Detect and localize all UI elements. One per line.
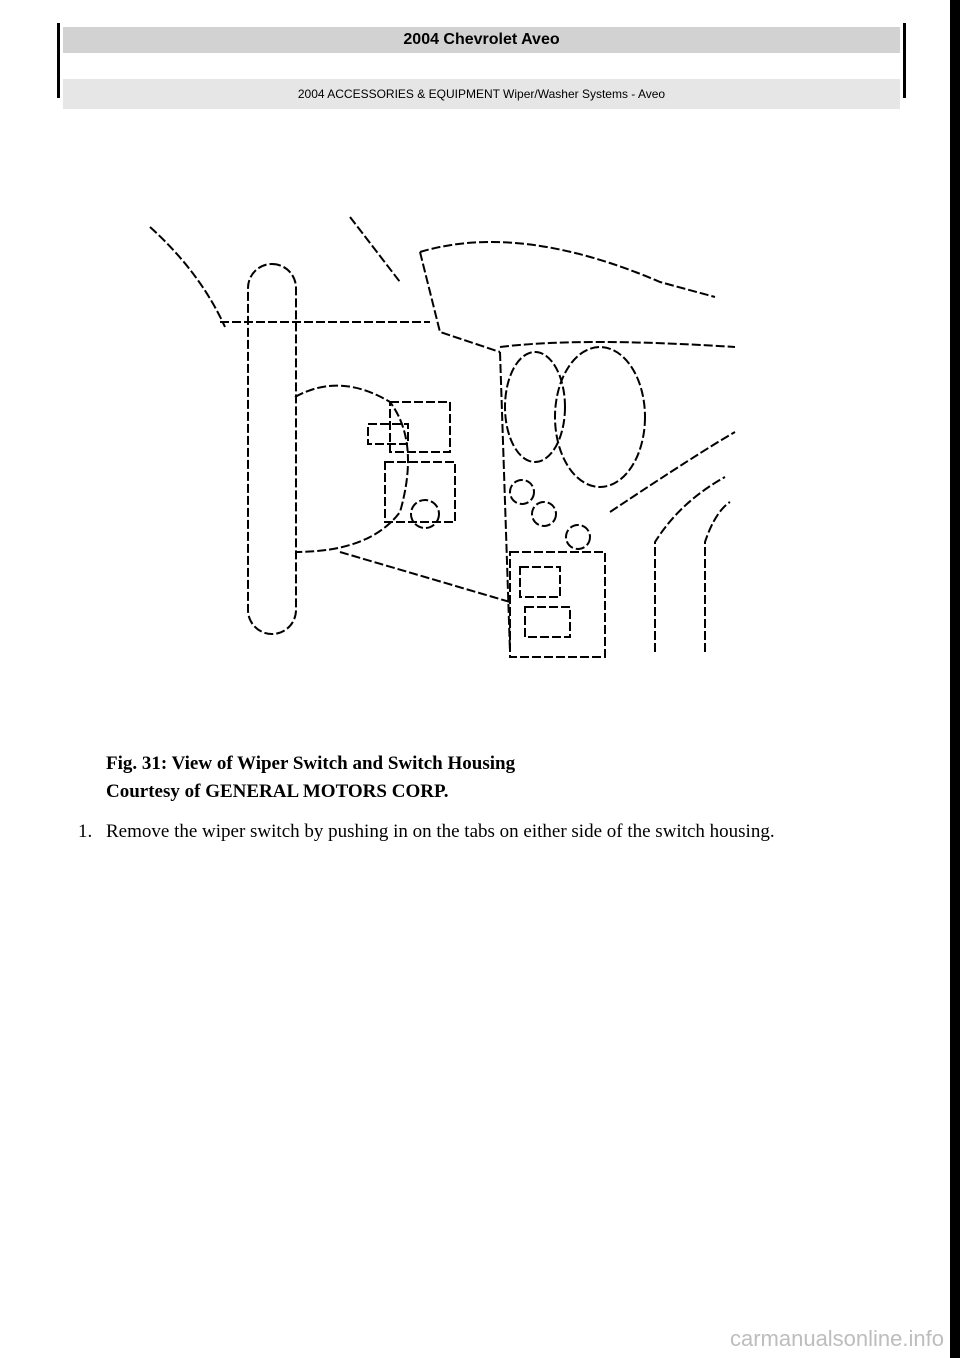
document-subtitle: 2004 ACCESSORIES & EQUIPMENT Wiper/Washer Systems - Aveo <box>297 87 666 101</box>
step-text: Remove the wiper switch by pushing in on the tabs on either side of the switch housing. <box>106 821 775 842</box>
header-left-rule <box>57 23 60 98</box>
figure-caption-credit: Courtesy of GENERAL MOTORS CORP. <box>106 781 449 802</box>
page-edge-bar <box>950 0 960 1358</box>
document-header <box>57 23 906 101</box>
header-right-rule <box>903 23 906 98</box>
windshield-pillar <box>150 227 225 327</box>
dash-top <box>420 242 715 297</box>
document-title: 2004 Chevrolet Aveo <box>63 27 900 53</box>
figure-caption <box>106 750 515 806</box>
footer-watermark: carmanualsonline.info <box>729 1326 944 1351</box>
step-number: 1. <box>78 821 93 842</box>
switch-housing <box>385 462 455 522</box>
steering-wheel-rim <box>248 264 296 634</box>
gauge-right <box>555 347 645 487</box>
header-subtitle-band <box>63 79 900 109</box>
column-shroud <box>295 386 408 552</box>
figure-caption-title: Fig. 31: View of Wiper Switch and Switch Housing <box>106 753 516 774</box>
wiper-switch-illustration <box>140 212 740 662</box>
